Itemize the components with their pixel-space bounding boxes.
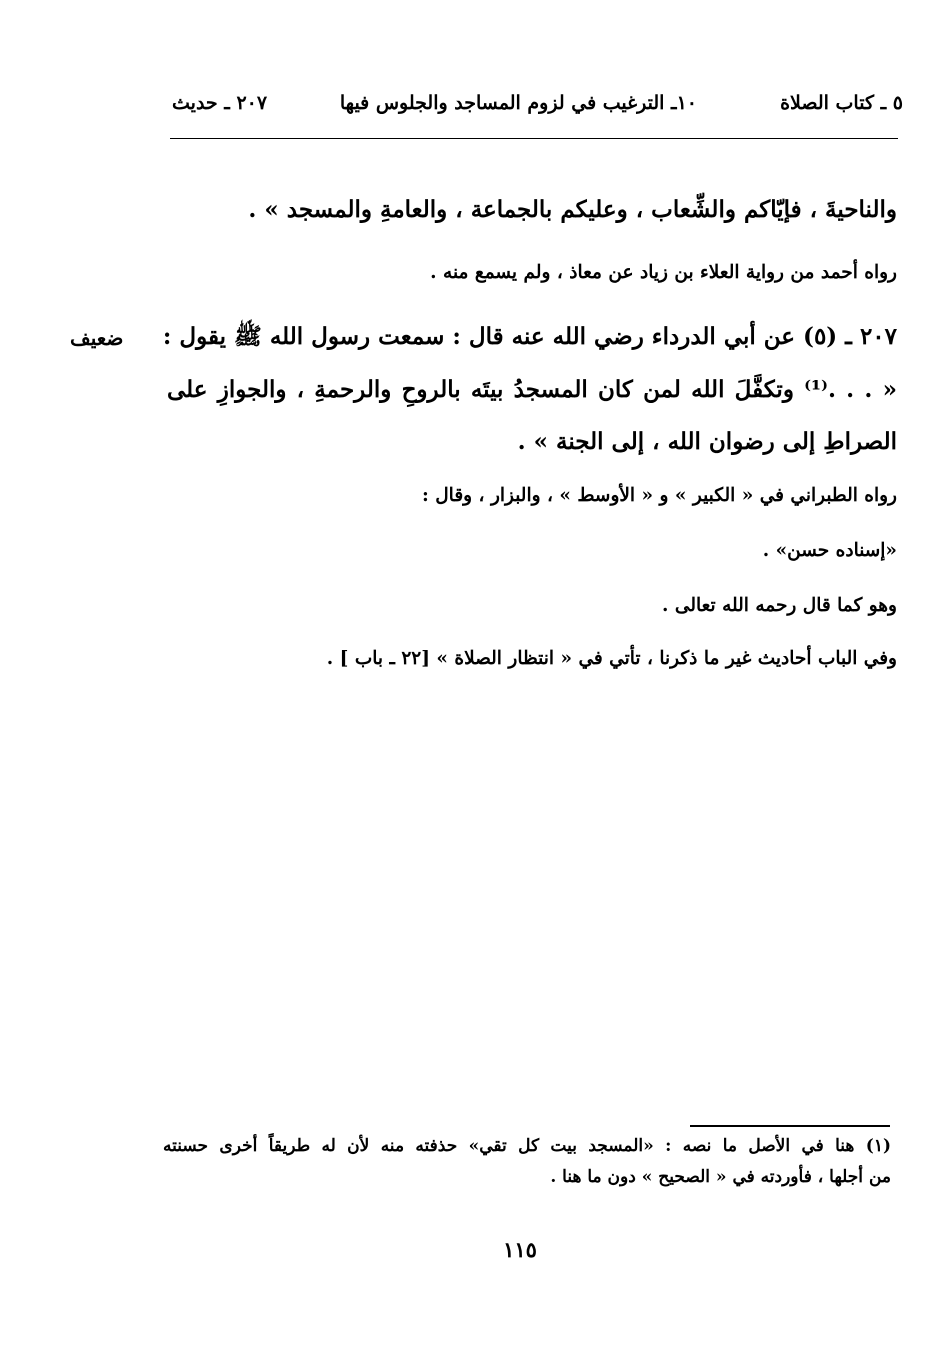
text-line: رواه الطبراني في « الكبير » و « الأوسط » ، والبزار ، وقال :	[421, 485, 897, 506]
running-header-chapter: ٥ ـ كتاب الصلاة	[780, 92, 903, 114]
text-line: « . . .⁽¹⁾ وتكفَّلَ الله لمن كان المسجدُ بيتَه بالروحِ والرحمةِ ، والجوازِ على	[167, 376, 897, 403]
text-line: «إسناده حسن» .	[762, 540, 897, 561]
text-line: رواه أحمد من رواية العلاء بن زياد عن معاذ ، ولم يسمع منه .	[430, 262, 897, 283]
header-rule	[170, 138, 898, 139]
text-line: الصراطِ إلى رضوان الله ، إلى الجنة » .	[517, 428, 897, 455]
text-line: وفي الباب أحاديث غير ما ذكرنا ، تأتي في « انتظار الصلاة » [٢٢ ـ باب ] .	[326, 648, 897, 669]
grade-label: ضعيف	[70, 326, 124, 350]
running-header-section: ١٠ـ الترغيب في لزوم المساجد والجلوس فيها	[339, 92, 697, 114]
footnote-rule	[690, 1125, 890, 1127]
text-line: وهو كما قال رحمه الله تعالى .	[662, 595, 897, 616]
hadith-heading: ٢٠٧ ـ (٥) عن أبي الدرداء رضي الله عنه قال : سمعت رسول الله ﷺ يقول :	[162, 323, 897, 350]
footnote-line: (١) هنا في الأصل ما نصه : «المسجد بيت كل تقي» حذفته منه لأن له طريقاً أخرى حسنته	[163, 1136, 891, 1156]
text-line: والناحيةَ ، فإيّاكم والشِّعاب ، وعليكم بالجماعة ، والعامةِ والمسجد » .	[248, 196, 897, 223]
running-header-hadith-ref: ٢٠٧ ـ حديث	[172, 92, 268, 114]
footnote-line: من أجلها ، فأوردته في « الصحيح » دون ما هنا .	[550, 1167, 891, 1187]
page-number: ١١٥	[503, 1237, 537, 1262]
